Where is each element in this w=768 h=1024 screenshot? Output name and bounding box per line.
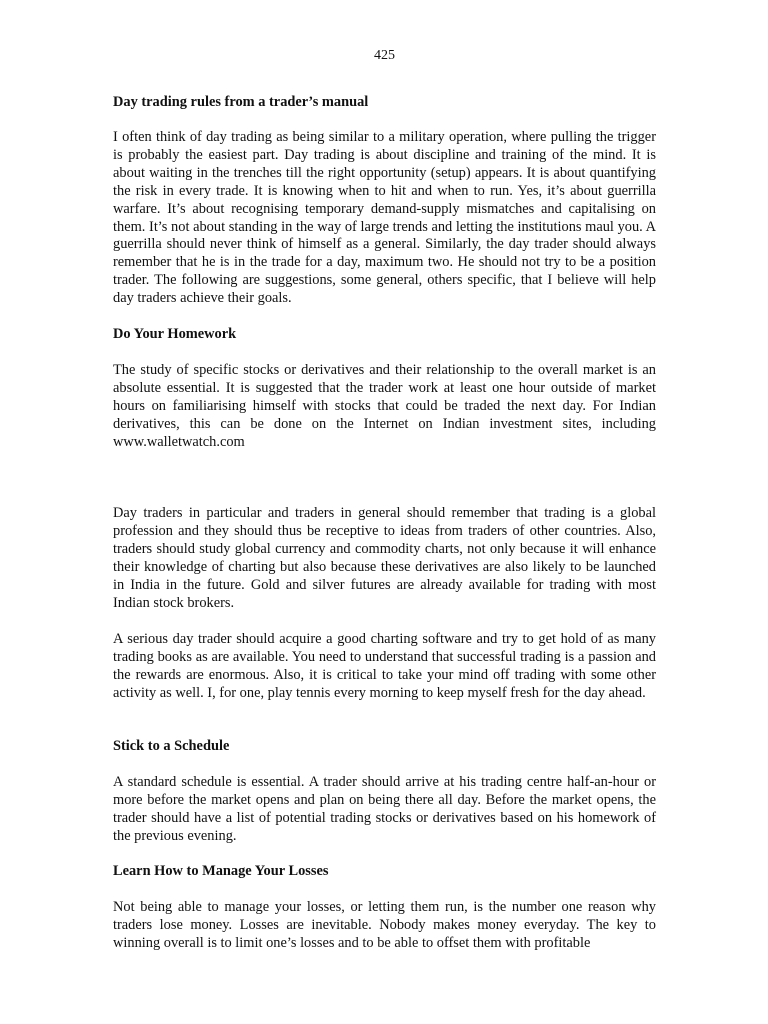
heading-do-your-homework: Do Your Homework bbox=[113, 326, 237, 342]
heading-stick-to-schedule: Stick to a Schedule bbox=[113, 738, 230, 754]
page-number: 425 bbox=[374, 48, 395, 63]
homework-paragraph-1: The study of specific stocks or derivatives and their relationship to the overall market is an absolute essential. It is suggested that the trader work at least one hour outside of market hours on familiarising himself with stocks that could be traded the next day. For Indian derivatives, this can be done on the Internet on Indian investment sites, including www.walletwatch.com bbox=[113, 362, 656, 450]
heading-manage-losses: Learn How to Manage Your Losses bbox=[113, 863, 329, 879]
schedule-paragraph: A standard schedule is essential. A trader should arrive at his trading centre half-an-hour or more before the market opens and plan on being there all day. Before the market opens, the trader should have a list of potential trading stocks or derivatives based on his homework of the previous evening. bbox=[113, 774, 656, 844]
homework-paragraph-2: Day traders in particular and traders in general should remember that trading is a global profession and they should thus be receptive to ideas from traders of other countries. Also, traders should study global currency and commodity charts, not only because it will enhance their knowledge of charting but also because these derivatives are also likely to be launched in India in the future. Gold and silver futures are already available for trading with most Indian stock brokers. bbox=[113, 505, 656, 611]
homework-paragraph-3: A serious day trader should acquire a good charting software and try to get hold of as many trading books as are available. You need to understand that successful trading is a passion and the rewards are enormous. Also, it is critical to take your mind off trading with some other activity as well. I, for one, play tennis every morning to keep myself fresh for the day ahead. bbox=[113, 631, 656, 701]
document-title: Day trading rules from a trader’s manual bbox=[113, 94, 369, 110]
intro-paragraph: I often think of day trading as being similar to a military operation, where pulling the trigger is probably the easiest part. Day trading is about discipline and training of the mind. It is about waiting in the trenches till the right opportunity (setup) appears. It is about quantifying the risk in every trade. It is knowing when to hit and when to run. Yes, it’s about guerrilla warfare. It’s about recognising temporary demand-supply mismatches and capitalising on them. It’s not about standing in the way of large trends and letting the institutions maul you. A guerrilla should never think of himself as a general. Similarly, the day trader should always remember that he is in the trade for a day, maximum two. He should not try to be a position trader. The following are suggestions, some general, others specific, that I believe will help day traders achieve their goals. bbox=[113, 129, 656, 307]
losses-paragraph: Not being able to manage your losses, or letting them run, is the number one reason why traders lose money. Losses are inevitable. Nobody makes money everyday. The key to winning overall is to limit one’s losses and to be able to offset them with profitable bbox=[113, 899, 656, 951]
